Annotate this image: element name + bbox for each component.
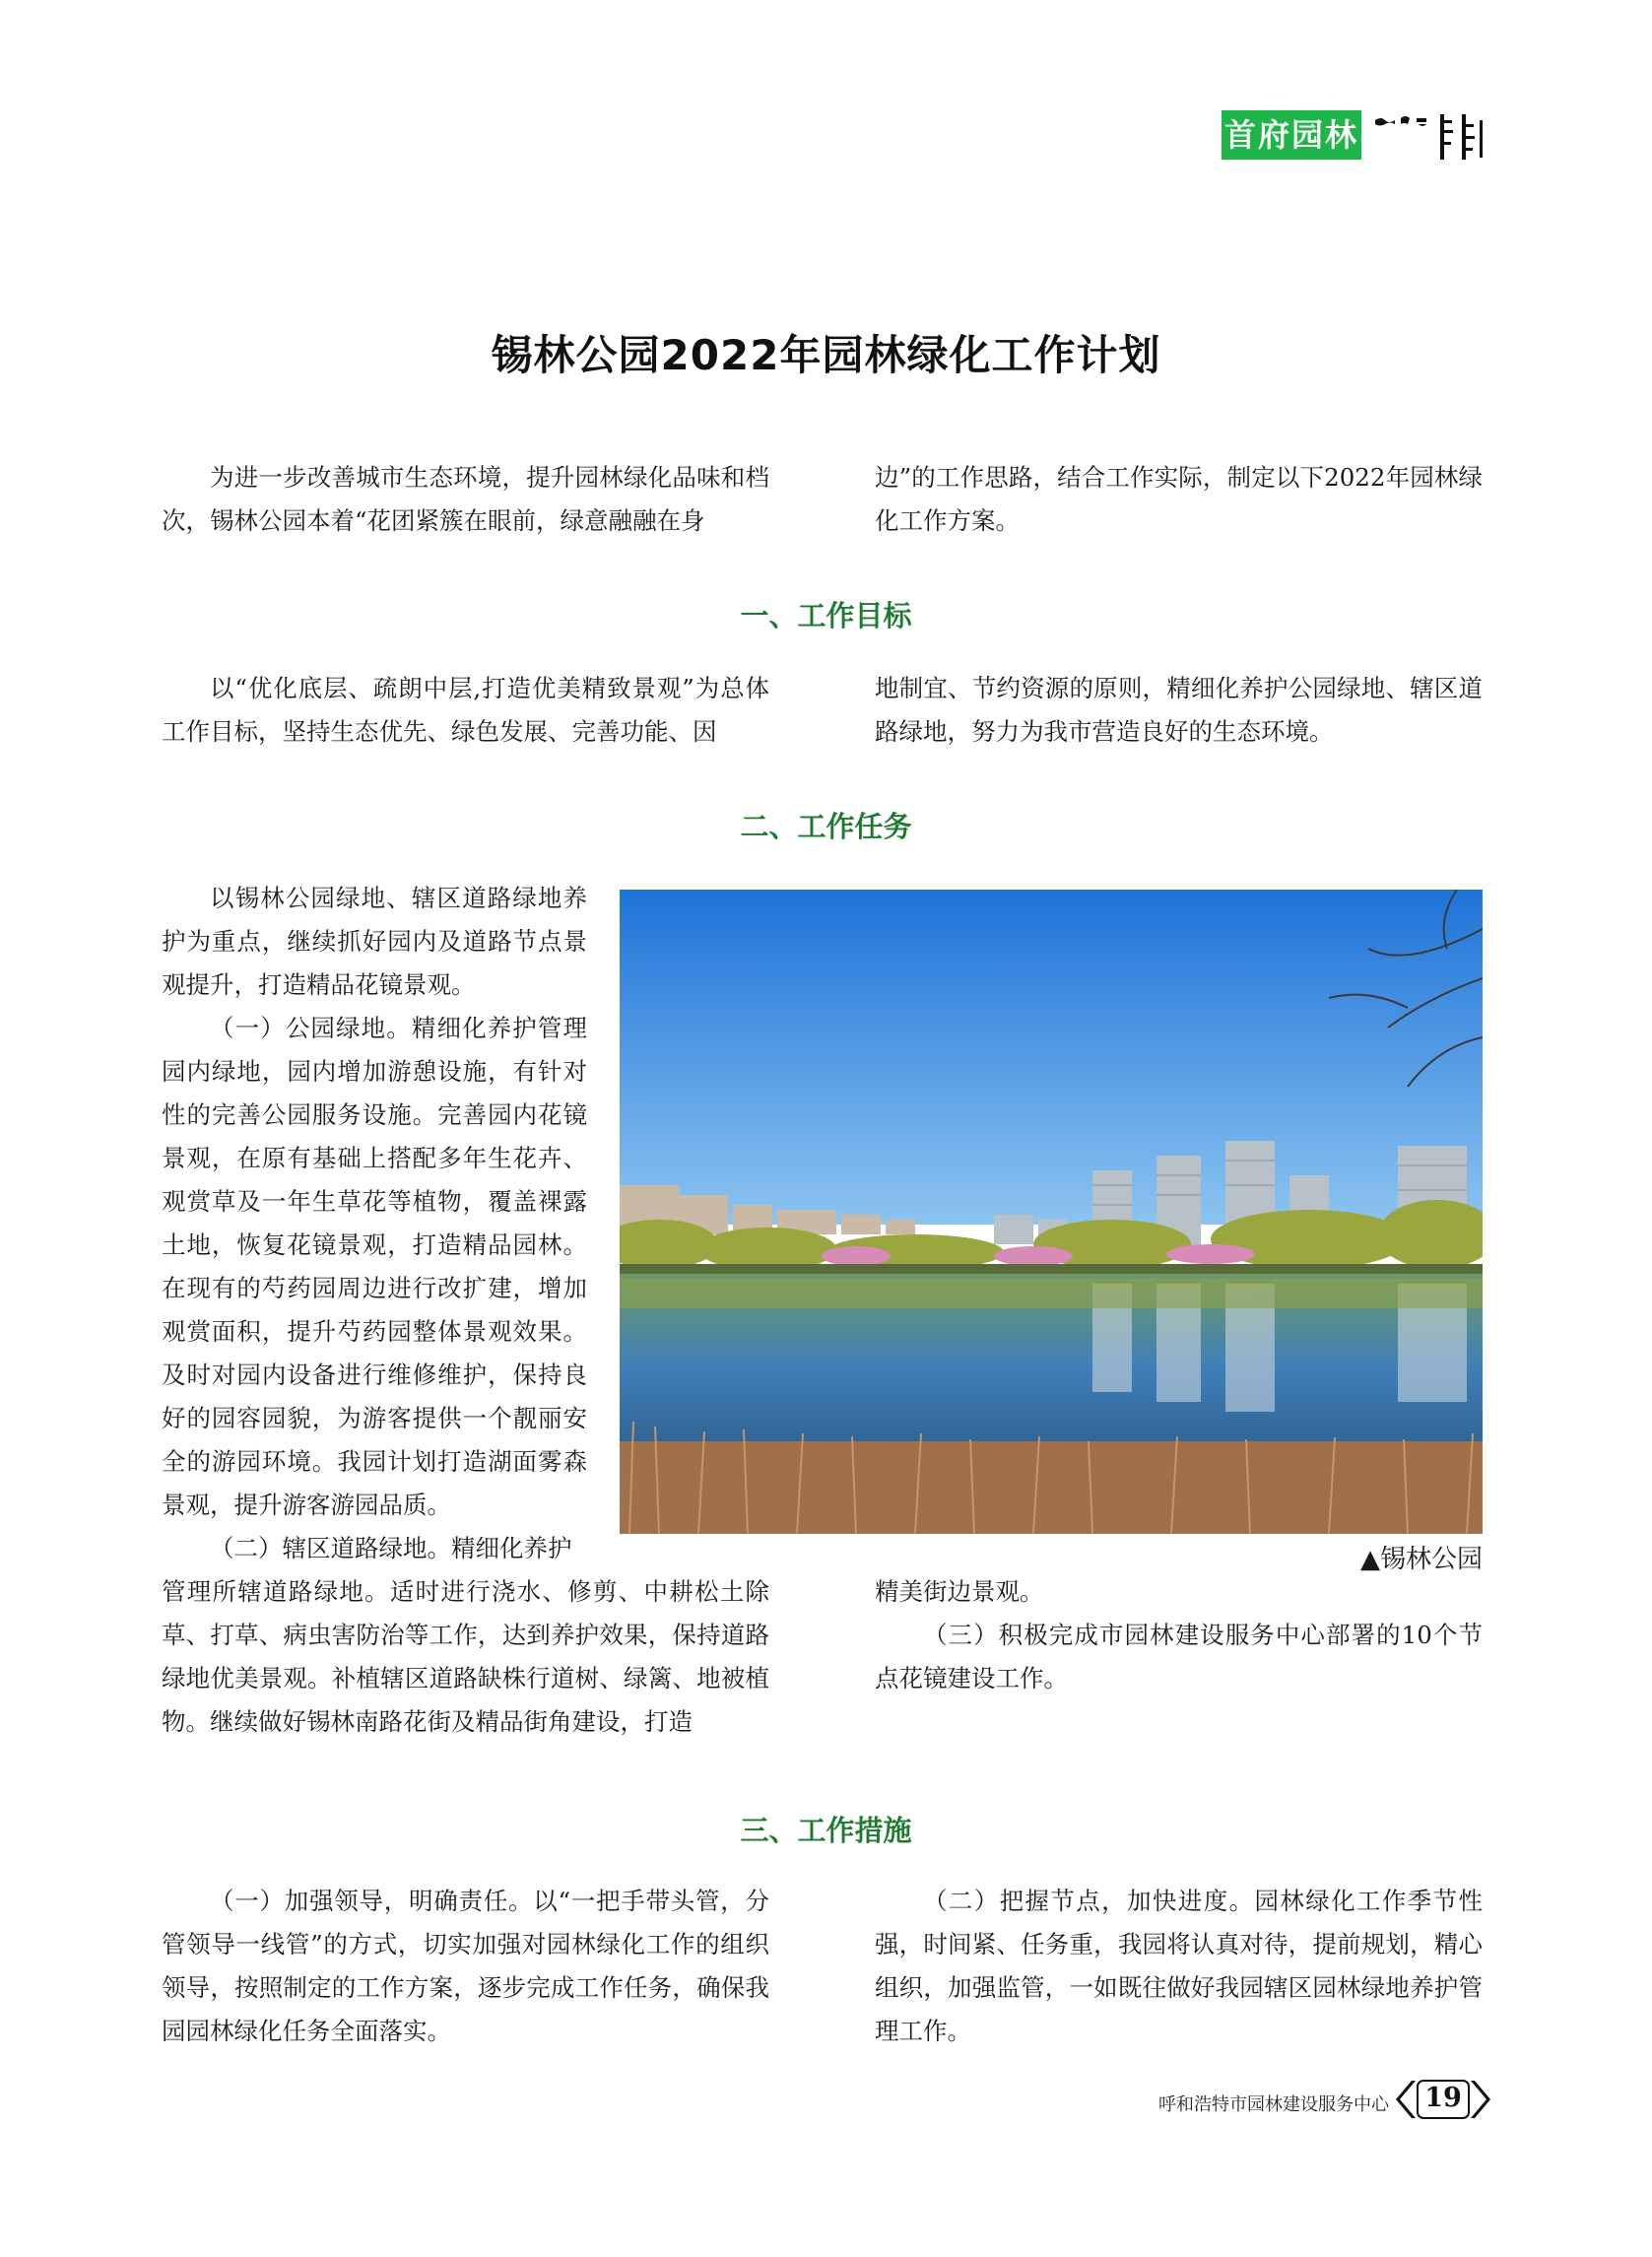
section-heading-measures: 三、工作措施: [740, 1814, 912, 1847]
page-number: 19: [1424, 2083, 1462, 2113]
tasks-paragraph-nodes: （三）积极完成市园林建设服务中心部署的10个节点花镜建设工作。: [875, 1621, 1483, 1693]
photo-caption: ▲锡林公园: [1360, 1545, 1483, 1574]
goals-paragraph-left: 以“优化底层、疏朗中层,打造优美精致景观”为总体工作目标，坚持生态优先、绿色发展、完善功能、因: [162, 674, 769, 746]
tasks-paragraph-park-green: （一）公园绿地。精细化养护管理园内绿地，园内增加游憩设施，有针对性的完善公园服务设施。完善园内花镜景观，在原有基础上搭配多年生花卉、观赏草及一年生草花等植物，覆盖裸露土地，恢复花镜景观，打造精品园林。在现有的芍药园周边进行改扩建，增加观赏面积，提升芍药园整体景观效果。及时对园内设备进行维修维护，保持良好的园容园貌，为游客提供一个靓丽安全的游园环境。我园计划打造湖面雾森景观，提升游客游园品质。: [162, 1014, 587, 1519]
tasks-paragraph-road-green-start: （二）辖区道路绿地。精细化养护: [210, 1534, 572, 1562]
magazine-section-badge: 首府园林: [1222, 110, 1361, 160]
section-heading-goals: 一、工作目标: [740, 599, 912, 632]
section-heading-tasks: 二、工作任务: [740, 810, 912, 843]
tasks-paragraph-road-green-end: 精美街边景观。: [875, 1577, 1044, 1606]
page-number-badge: [1394, 2077, 1492, 2122]
measures-paragraph-left: （一）加强领导，明确责任。以“一把手带头管，分管领导一线管”的方式，切实加强对园林绿化工作的组织领导，按照制定的工作方案，逐步完成工作任务，确保我园园林绿化任务全面落实。: [162, 1887, 769, 2045]
footer-organization: 呼和浩特市园林建设服务中心: [1158, 2094, 1389, 2115]
intro-paragraph-left: 为进一步改善城市生态环境，提升园林绿化品味和档次，锡林公园本着“花团紧簇在眼前，绿意融融在身: [162, 463, 769, 535]
measures-paragraph-right: （二）把握节点，加快进度。园林绿化工作季节性强，时间紧、任务重，我园将认真对待，提前规划，精心组织，加强监管，一如既往做好我园辖区园林绿地养护管理工作。: [875, 1887, 1483, 2045]
mongolian-script-logo: [1371, 110, 1489, 164]
park-lake-illustration: [620, 890, 1483, 1534]
intro-paragraph-right: 边”的工作思路，结合工作实际，制定以下2022年园林绿化工作方案。: [875, 463, 1483, 535]
tasks-paragraph-intro: 以锡林公园绿地、辖区道路绿地养护为重点，继续抓好园内及道路节点景观提升，打造精品花镜景观。: [162, 884, 587, 999]
park-lake-photo: [620, 890, 1483, 1534]
article-title: 锡林公园2022年园林绿化工作计划: [491, 331, 1161, 379]
goals-paragraph-right: 地制宜、节约资源的原则，精细化养护公园绿地、辖区道路绿地，努力为我市营造良好的生态环境。: [875, 674, 1483, 746]
tasks-paragraph-road-green-cont: 管理所辖道路绿地。适时进行浇水、修剪、中耕松土除草、打草、病虫害防治等工作，达到养护效果，保持道路绿地优美景观。补植辖区道路缺株行道树、绿篱、地被植物。继续做好锡林南路花街及精品街角建设，打造: [162, 1577, 769, 1736]
